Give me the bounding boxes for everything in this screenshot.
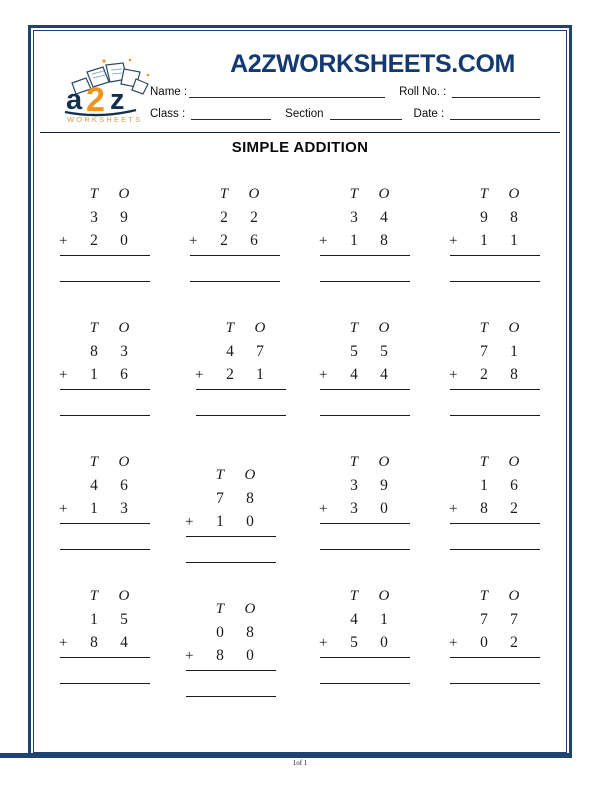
second-addend-tens: 5: [350, 634, 358, 651]
place-value-header: [447, 454, 543, 477]
second-addend: [447, 500, 543, 523]
answer-space[interactable]: [317, 658, 413, 683]
date-label: Date :: [413, 108, 445, 120]
answer-space[interactable]: [317, 256, 413, 281]
second-addend-tens: 0: [480, 634, 488, 651]
plus-sign: +: [59, 233, 68, 249]
place-value-header: [57, 186, 153, 209]
answer-space[interactable]: [187, 256, 283, 281]
sum-rule-bottom: [186, 562, 276, 563]
ones-header: O: [378, 320, 390, 336]
second-addend: [317, 634, 413, 657]
second-addend-tens: 2: [226, 366, 234, 383]
addition-problem: [166, 467, 296, 593]
plus-sign: +: [449, 501, 458, 517]
second-addend-ones: 0: [246, 647, 254, 664]
problem-body: [317, 588, 413, 684]
addition-problem: [430, 320, 560, 446]
addition-problem: [40, 320, 170, 446]
tens-header: T: [349, 320, 359, 336]
place-value-header: [57, 320, 153, 343]
sum-rule-bottom: [60, 281, 150, 282]
sum-rule-bottom: [190, 281, 280, 282]
second-addend-ones: 0: [380, 634, 388, 651]
first-addend-tens: 3: [350, 477, 358, 494]
first-addend: [317, 477, 413, 500]
tens-header: T: [219, 186, 229, 202]
plus-sign: +: [195, 367, 204, 383]
addition-problem: [430, 588, 560, 714]
problem-body: [57, 320, 153, 416]
name-input-line[interactable]: [189, 86, 385, 98]
tens-header: T: [215, 601, 225, 617]
ones-header: O: [244, 601, 256, 617]
second-addend-tens: 1: [216, 513, 224, 530]
sum-rule-bottom: [450, 549, 540, 550]
addition-problem: [40, 588, 170, 714]
place-value-header: [317, 454, 413, 477]
sum-rule-bottom: [196, 415, 286, 416]
class-label: Class :: [150, 108, 186, 120]
second-addend-tens: 8: [480, 500, 488, 517]
second-addend-ones: 0: [246, 513, 254, 530]
ones-header: O: [508, 454, 520, 470]
first-addend-ones: 9: [120, 209, 128, 226]
addition-problem: [300, 320, 430, 446]
second-addend-ones: 0: [380, 500, 388, 517]
sum-rule-bottom: [320, 683, 410, 684]
second-addend-ones: 1: [510, 232, 518, 249]
tens-header: T: [89, 320, 99, 336]
first-addend-ones: 4: [380, 209, 388, 226]
first-addend-ones: 8: [510, 209, 518, 226]
first-addend: [183, 624, 279, 647]
ones-header: O: [508, 320, 520, 336]
tens-header: T: [225, 320, 235, 336]
plus-sign: +: [185, 514, 194, 530]
tens-header: T: [479, 588, 489, 604]
first-addend: [57, 611, 153, 634]
page-number: 1of 1: [292, 759, 308, 767]
second-addend-ones: 3: [120, 500, 128, 517]
problem-body: [57, 454, 153, 550]
second-addend-ones: 0: [120, 232, 128, 249]
plus-sign: +: [449, 367, 458, 383]
roll-no-label: Roll No. :: [399, 86, 447, 98]
addition-problem: [170, 186, 300, 312]
sum-rule-bottom: [450, 683, 540, 684]
problem-body: [317, 186, 413, 282]
first-addend: [57, 209, 153, 232]
sum-rule-bottom: [186, 696, 276, 697]
roll-no-input-line[interactable]: [452, 86, 540, 98]
plus-sign: +: [449, 233, 458, 249]
section-input-line[interactable]: [330, 108, 402, 120]
tens-header: T: [479, 320, 489, 336]
place-value-header: [57, 588, 153, 611]
second-addend: [193, 366, 289, 389]
addition-problem: [300, 454, 430, 580]
answer-space[interactable]: [57, 390, 153, 415]
second-addend-tens: 2: [90, 232, 98, 249]
first-addend-tens: 4: [90, 477, 98, 494]
site-brand-title: A2ZWORKSHEETS.COM: [230, 50, 515, 78]
first-addend: [317, 611, 413, 634]
a2z-worksheets-logo: [60, 53, 158, 125]
first-addend-tens: 7: [480, 343, 488, 360]
problem-grid: [40, 186, 560, 726]
plus-sign: +: [59, 367, 68, 383]
section-label: Section: [285, 108, 324, 120]
problem-body: [183, 601, 279, 697]
answer-space[interactable]: [183, 537, 279, 562]
second-addend-ones: 1: [256, 366, 264, 383]
tens-header: T: [479, 454, 489, 470]
second-addend-tens: 2: [480, 366, 488, 383]
svg-text:a: a: [66, 84, 83, 116]
second-addend-ones: 6: [250, 232, 258, 249]
answer-space[interactable]: [447, 524, 543, 549]
problem-body: [447, 454, 543, 550]
first-addend-ones: 1: [510, 343, 518, 360]
answer-space[interactable]: [447, 658, 543, 683]
footer-bar: [0, 753, 572, 758]
second-addend: [447, 366, 543, 389]
second-addend-ones: 4: [380, 366, 388, 383]
addition-problem: [300, 186, 430, 312]
tens-header: T: [89, 186, 99, 202]
second-addend: [317, 232, 413, 255]
addition-problem: [430, 186, 560, 312]
second-addend-tens: 1: [480, 232, 488, 249]
addition-problem: [166, 601, 296, 727]
first-addend-ones: 3: [120, 343, 128, 360]
second-addend: [57, 366, 153, 389]
tens-header: T: [479, 186, 489, 202]
first-addend-tens: 3: [350, 209, 358, 226]
plus-sign: +: [59, 501, 68, 517]
first-addend: [447, 209, 543, 232]
ones-header: O: [118, 320, 130, 336]
tens-header: T: [349, 186, 359, 202]
svg-text:z: z: [110, 84, 125, 116]
second-addend-ones: 2: [510, 634, 518, 651]
second-addend-tens: 3: [350, 500, 358, 517]
first-addend-ones: 8: [246, 490, 254, 507]
second-addend: [183, 513, 279, 536]
ones-header: O: [378, 588, 390, 604]
tens-header: T: [89, 588, 99, 604]
answer-space[interactable]: [317, 390, 413, 415]
sum-rule-bottom: [60, 549, 150, 550]
first-addend-ones: 8: [246, 624, 254, 641]
ones-header: O: [508, 588, 520, 604]
sum-rule-bottom: [450, 281, 540, 282]
second-addend-ones: 8: [380, 232, 388, 249]
plus-sign: +: [319, 635, 328, 651]
second-addend-tens: 8: [216, 647, 224, 664]
first-addend: [447, 343, 543, 366]
sum-rule-bottom: [320, 281, 410, 282]
addition-problem: [176, 320, 306, 446]
first-addend-tens: 7: [216, 490, 224, 507]
tens-header: T: [89, 454, 99, 470]
second-addend-tens: 8: [90, 634, 98, 651]
tens-header: T: [349, 454, 359, 470]
second-addend: [183, 647, 279, 670]
place-value-header: [57, 454, 153, 477]
place-value-header: [187, 186, 283, 209]
first-addend-ones: 6: [120, 477, 128, 494]
problem-body: [57, 588, 153, 684]
answer-space[interactable]: [317, 524, 413, 549]
answer-space[interactable]: [193, 390, 289, 415]
second-addend: [57, 232, 153, 255]
ones-header: O: [254, 320, 266, 336]
first-addend: [187, 209, 283, 232]
svg-text:2: 2: [86, 81, 105, 119]
ones-header: O: [118, 454, 130, 470]
first-addend-tens: 1: [480, 477, 488, 494]
place-value-header: [447, 186, 543, 209]
ones-header: O: [118, 588, 130, 604]
problem-body: [317, 454, 413, 550]
answer-space[interactable]: [57, 658, 153, 683]
worksheet-header: [40, 37, 560, 133]
place-value-header: [317, 186, 413, 209]
first-addend-ones: 5: [120, 611, 128, 628]
second-addend-tens: 1: [350, 232, 358, 249]
second-addend-ones: 6: [120, 366, 128, 383]
first-addend: [193, 343, 289, 366]
second-addend: [57, 634, 153, 657]
plus-sign: +: [185, 648, 194, 664]
plus-sign: +: [319, 367, 328, 383]
second-addend-ones: 4: [120, 634, 128, 651]
place-value-header: [183, 601, 279, 624]
first-addend: [447, 477, 543, 500]
first-addend: [57, 477, 153, 500]
first-addend: [57, 343, 153, 366]
sum-rule-bottom: [450, 415, 540, 416]
addition-problem: [40, 454, 170, 580]
first-addend-tens: 3: [90, 209, 98, 226]
second-addend: [317, 366, 413, 389]
ones-header: O: [244, 467, 256, 483]
first-addend-ones: 9: [380, 477, 388, 494]
second-addend-tens: 1: [90, 366, 98, 383]
header-field-row-2: [150, 108, 565, 120]
ones-header: O: [378, 454, 390, 470]
ones-header: O: [118, 186, 130, 202]
first-addend: [317, 343, 413, 366]
first-addend-tens: 2: [220, 209, 228, 226]
second-addend: [187, 232, 283, 255]
place-value-header: [183, 467, 279, 490]
first-addend-tens: 0: [216, 624, 224, 641]
date-input-line[interactable]: [450, 108, 540, 120]
first-addend: [317, 209, 413, 232]
answer-space[interactable]: [183, 671, 279, 696]
first-addend-ones: 7: [510, 611, 518, 628]
place-value-header: [193, 320, 289, 343]
first-addend-ones: 2: [250, 209, 258, 226]
sum-rule-bottom: [60, 415, 150, 416]
addition-problem: [40, 186, 170, 312]
worksheet-title: SIMPLE ADDITION: [231, 139, 369, 156]
first-addend-tens: 9: [480, 209, 488, 226]
place-value-header: [317, 588, 413, 611]
addition-problem: [300, 588, 430, 714]
first-addend-tens: 4: [226, 343, 234, 360]
class-input-line[interactable]: [191, 108, 271, 120]
tens-header: T: [215, 467, 225, 483]
place-value-header: [317, 320, 413, 343]
first-addend-tens: 7: [480, 611, 488, 628]
ones-header: O: [378, 186, 390, 202]
problem-body: [183, 467, 279, 563]
second-addend-tens: 1: [90, 500, 98, 517]
first-addend-tens: 5: [350, 343, 358, 360]
first-addend-ones: 7: [256, 343, 264, 360]
plus-sign: +: [319, 233, 328, 249]
second-addend-tens: 2: [220, 232, 228, 249]
second-addend: [57, 500, 153, 523]
plus-sign: +: [189, 233, 198, 249]
problem-body: [447, 186, 543, 282]
second-addend: [447, 232, 543, 255]
second-addend-ones: 8: [510, 366, 518, 383]
problem-body: [187, 186, 283, 282]
first-addend: [447, 611, 543, 634]
first-addend-ones: 6: [510, 477, 518, 494]
problem-body: [193, 320, 289, 416]
answer-space[interactable]: [57, 524, 153, 549]
second-addend-tens: 4: [350, 366, 358, 383]
first-addend-tens: 1: [90, 611, 98, 628]
answer-space[interactable]: [57, 256, 153, 281]
plus-sign: +: [59, 635, 68, 651]
first-addend: [183, 490, 279, 513]
name-label: Name :: [150, 86, 188, 98]
second-addend: [317, 500, 413, 523]
answer-space[interactable]: [447, 256, 543, 281]
addition-problem: [430, 454, 560, 580]
problem-body: [447, 588, 543, 684]
answer-space[interactable]: [447, 390, 543, 415]
header-field-row-1: [150, 86, 565, 98]
first-addend-tens: 8: [90, 343, 98, 360]
place-value-header: [447, 320, 543, 343]
problem-body: [447, 320, 543, 416]
ones-header: O: [508, 186, 520, 202]
sum-rule-bottom: [320, 549, 410, 550]
problem-body: [57, 186, 153, 282]
svg-text:WORKSHEETS: WORKSHEETS: [67, 115, 143, 124]
second-addend-ones: 2: [510, 500, 518, 517]
first-addend-ones: 1: [380, 611, 388, 628]
plus-sign: +: [449, 635, 458, 651]
sum-rule-bottom: [60, 683, 150, 684]
plus-sign: +: [319, 501, 328, 517]
tens-header: T: [349, 588, 359, 604]
second-addend: [447, 634, 543, 657]
first-addend-tens: 4: [350, 611, 358, 628]
first-addend-ones: 5: [380, 343, 388, 360]
place-value-header: [447, 588, 543, 611]
problem-body: [317, 320, 413, 416]
sum-rule-bottom: [320, 415, 410, 416]
ones-header: O: [248, 186, 260, 202]
